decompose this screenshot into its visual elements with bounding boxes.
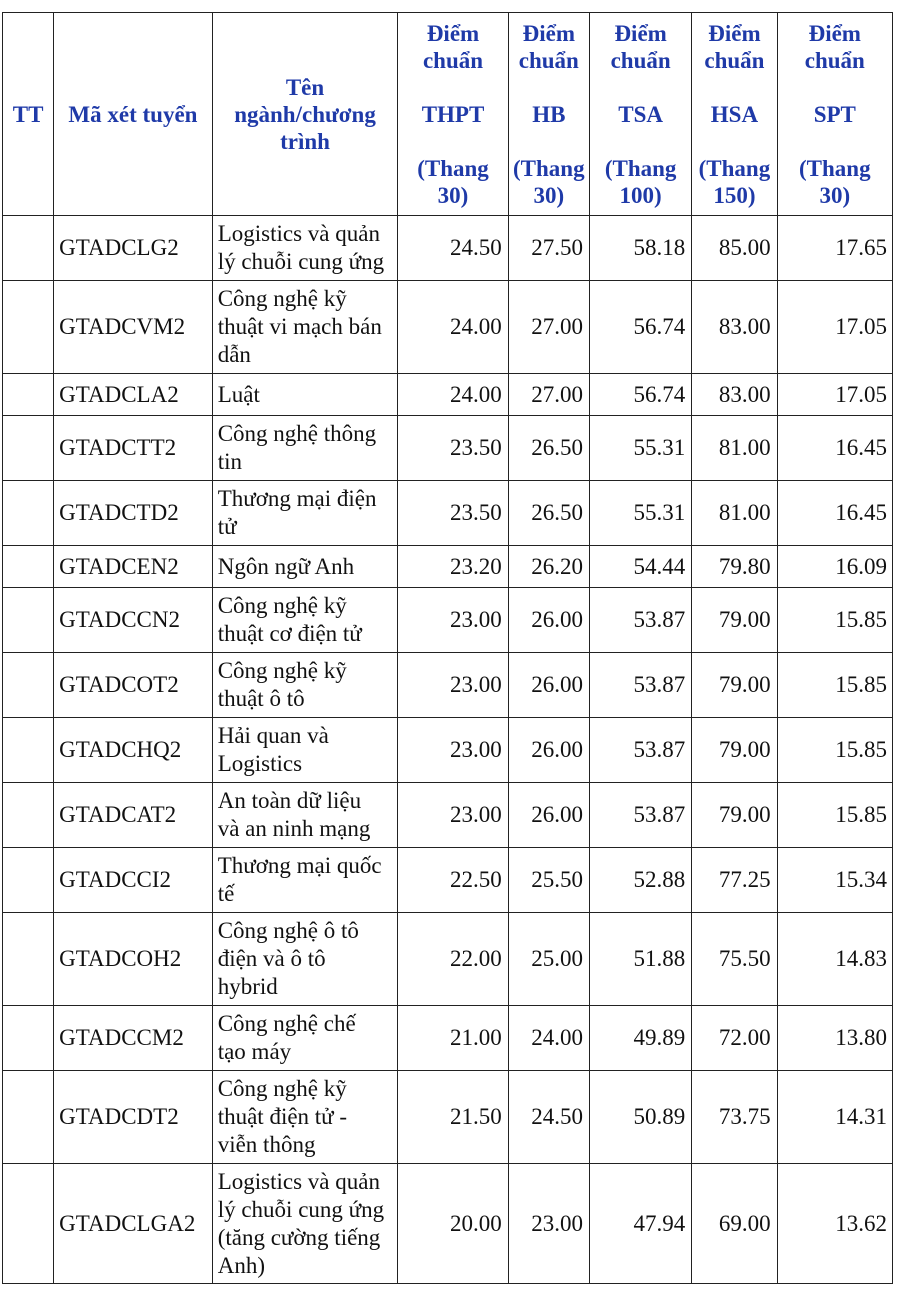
cell-score-hb: 24.50 <box>508 1071 589 1164</box>
cell-code: GTADCEN2 <box>54 546 213 588</box>
program-name-line: Thương mại điện <box>217 486 377 511</box>
program-name-line: thuật ô tô <box>217 686 305 711</box>
header-score-1 <box>508 13 589 216</box>
cell-score-hsa: 79.80 <box>692 546 777 588</box>
header-score-label: chuẩn <box>610 47 671 73</box>
cell-program-name <box>212 1071 398 1164</box>
table-row <box>3 281 893 374</box>
cell-score-tsa: 55.31 <box>589 481 691 546</box>
header-name <box>212 13 398 216</box>
table-row <box>3 546 893 588</box>
cell-code: GTADCHQ2 <box>54 718 213 783</box>
cell-program-name <box>212 1006 398 1071</box>
header-score-label: Điểm <box>522 20 575 46</box>
cell-score-spt: 14.83 <box>777 913 892 1006</box>
program-name-line: Công nghệ kỹ <box>217 286 347 311</box>
program-name-line: lý chuỗi cung ứng <box>217 1196 385 1222</box>
header-score-scale: 100) <box>619 182 662 208</box>
cell-score-hb: 25.00 <box>508 913 589 1006</box>
cell-score-tsa: 54.44 <box>589 546 691 588</box>
cell-score-hsa: 72.00 <box>692 1006 777 1071</box>
header-score-scale: (Thang <box>798 155 871 181</box>
program-name-line: Anh) <box>217 1252 265 1278</box>
program-name-line: Công nghệ chế <box>217 1011 356 1036</box>
header-score-scale: 30) <box>819 182 851 208</box>
program-name-line: thuật cơ điện tử <box>217 621 362 646</box>
cell-program-name <box>212 718 398 783</box>
header-score-2 <box>589 13 691 216</box>
program-name-line: thuật vi mạch bán <box>217 314 382 339</box>
program-name-line: lý chuỗi cung ứng <box>217 249 385 274</box>
header-score-label: Điểm <box>614 20 667 46</box>
header-score-label: Điểm <box>426 20 480 46</box>
cell-score-spt: 16.09 <box>777 546 892 588</box>
program-name-line: tế <box>217 881 235 906</box>
header-score-scale: 150) <box>713 182 756 208</box>
cell-score-spt: 15.85 <box>777 718 892 783</box>
cell-score-thpt: 23.00 <box>398 653 508 718</box>
cell-score-hb: 26.50 <box>508 416 589 481</box>
cell-code: GTADCCN2 <box>54 588 213 653</box>
cell-score-spt: 15.85 <box>777 588 892 653</box>
cell-score-hb: 26.20 <box>508 546 589 588</box>
cell-score-hb: 26.00 <box>508 718 589 783</box>
cell-program-name <box>212 546 398 588</box>
cell-tt <box>3 913 54 1006</box>
table-row <box>3 374 893 416</box>
program-name-line: Công nghệ kỹ <box>217 593 347 618</box>
cell-code: GTADCDT2 <box>54 1071 213 1164</box>
header-score-scale: (Thang <box>513 155 585 181</box>
cell-score-thpt: 24.00 <box>398 374 508 416</box>
program-name-line: Công nghệ thông <box>217 421 377 446</box>
cell-code: GTADCAT2 <box>54 783 213 848</box>
cell-score-hb: 26.00 <box>508 653 589 718</box>
admission-scores-table <box>2 12 893 1284</box>
header-score-method: HSA <box>710 101 759 127</box>
table-row <box>3 416 893 481</box>
cell-code: GTADCOH2 <box>54 913 213 1006</box>
header-code: Mã xét tuyển <box>54 13 213 216</box>
cell-code: GTADCOT2 <box>54 653 213 718</box>
cell-code: GTADCVM2 <box>54 281 213 374</box>
table-body <box>3 216 893 1284</box>
cell-score-tsa: 50.89 <box>589 1071 691 1164</box>
cell-tt <box>3 783 54 848</box>
cell-score-tsa: 53.87 <box>589 653 691 718</box>
header-name-line: trình <box>280 128 330 154</box>
program-name-line: Hải quan và <box>217 723 329 748</box>
cell-score-thpt: 24.50 <box>398 216 508 281</box>
program-name-line: Logistics và quản <box>217 1168 380 1194</box>
cell-code: GTADCLA2 <box>54 374 213 416</box>
cell-program-name <box>212 913 398 1006</box>
program-name-line: tạo máy <box>217 1039 292 1064</box>
table-row <box>3 216 893 281</box>
header-score-scale: (Thang <box>698 155 771 181</box>
cell-program-name <box>212 481 398 546</box>
cell-program-name <box>212 848 398 913</box>
cell-score-spt: 15.85 <box>777 783 892 848</box>
cell-score-hsa: 79.00 <box>692 718 777 783</box>
header-score-method: TSA <box>618 101 663 127</box>
table-row <box>3 588 893 653</box>
table-row <box>3 848 893 913</box>
cell-tt <box>3 281 54 374</box>
cell-score-hb: 25.50 <box>508 848 589 913</box>
cell-score-spt: 16.45 <box>777 481 892 546</box>
program-name-line: Logistics và quản <box>217 221 380 246</box>
cell-tt <box>3 1164 54 1284</box>
cell-tt <box>3 216 54 281</box>
cell-score-thpt: 23.00 <box>398 588 508 653</box>
cell-score-thpt: 23.00 <box>398 718 508 783</box>
header-score-label: chuẩn <box>422 47 484 73</box>
cell-score-tsa: 56.74 <box>589 281 691 374</box>
cell-score-thpt: 23.00 <box>398 783 508 848</box>
program-name-line: Công nghệ kỹ <box>217 658 347 683</box>
cell-score-hsa: 79.00 <box>692 653 777 718</box>
cell-score-hsa: 69.00 <box>692 1164 777 1284</box>
table-row <box>3 783 893 848</box>
cell-code: GTADCLGA2 <box>54 1164 213 1284</box>
cell-score-hsa: 77.25 <box>692 848 777 913</box>
cell-score-thpt: 22.50 <box>398 848 508 913</box>
cell-score-spt: 14.31 <box>777 1071 892 1164</box>
cell-score-tsa: 49.89 <box>589 1006 691 1071</box>
cell-score-hsa: 81.00 <box>692 416 777 481</box>
cell-score-thpt: 21.00 <box>398 1006 508 1071</box>
header-score-method: THPT <box>421 101 485 127</box>
cell-tt <box>3 1071 54 1164</box>
cell-tt <box>3 416 54 481</box>
header-row <box>3 13 893 216</box>
program-name-line: Logistics <box>217 751 303 776</box>
header-score-scale: (Thang <box>417 155 489 181</box>
cell-score-hb: 27.50 <box>508 216 589 281</box>
cell-score-tsa: 52.88 <box>589 848 691 913</box>
cell-score-hsa: 73.75 <box>692 1071 777 1164</box>
cell-program-name <box>212 416 398 481</box>
cell-score-hb: 24.00 <box>508 1006 589 1071</box>
cell-score-tsa: 51.88 <box>589 913 691 1006</box>
header-score-label: chuẩn <box>518 47 579 73</box>
cell-score-hb: 27.00 <box>508 281 589 374</box>
header-score-scale: 30) <box>437 182 469 208</box>
cell-score-spt: 13.62 <box>777 1164 892 1284</box>
cell-score-hb: 27.00 <box>508 374 589 416</box>
cell-program-name <box>212 281 398 374</box>
header-score-label: Điểm <box>808 20 861 46</box>
cell-code: GTADCTD2 <box>54 481 213 546</box>
cell-score-tsa: 56.74 <box>589 374 691 416</box>
program-name-line: và an ninh mạng <box>217 816 371 841</box>
table-row <box>3 913 893 1006</box>
cell-tt <box>3 653 54 718</box>
cell-score-thpt: 20.00 <box>398 1164 508 1284</box>
cell-score-spt: 17.05 <box>777 281 892 374</box>
cell-code: GTADCTT2 <box>54 416 213 481</box>
cell-program-name <box>212 374 398 416</box>
cell-code: GTADCLG2 <box>54 216 213 281</box>
cell-program-name <box>212 588 398 653</box>
program-name-line: Luật <box>217 381 260 407</box>
program-name-line: Công nghệ ô tô <box>217 918 359 943</box>
table-row <box>3 1006 893 1071</box>
cell-code: GTADCCM2 <box>54 1006 213 1071</box>
header-score-label: chuẩn <box>704 47 765 73</box>
cell-score-hb: 26.00 <box>508 588 589 653</box>
table-row <box>3 1164 893 1284</box>
cell-score-tsa: 55.31 <box>589 416 691 481</box>
cell-score-hsa: 83.00 <box>692 281 777 374</box>
cell-score-spt: 15.85 <box>777 653 892 718</box>
cell-score-thpt: 24.00 <box>398 281 508 374</box>
table-row <box>3 481 893 546</box>
header-score-0 <box>398 13 508 216</box>
cell-score-thpt: 23.50 <box>398 416 508 481</box>
table-row <box>3 718 893 783</box>
cell-program-name <box>212 1164 398 1284</box>
header-score-scale: (Thang <box>604 155 677 181</box>
cell-score-spt: 16.45 <box>777 416 892 481</box>
header-score-scale: 30) <box>533 182 565 208</box>
cell-score-hsa: 83.00 <box>692 374 777 416</box>
cell-score-spt: 13.80 <box>777 1006 892 1071</box>
program-name-line: thuật điện tử - <box>217 1104 348 1129</box>
cell-score-hb: 23.00 <box>508 1164 589 1284</box>
program-name-line: viễn thông <box>217 1132 316 1157</box>
header-name-line: Tên <box>285 74 325 100</box>
cell-score-hsa: 75.50 <box>692 913 777 1006</box>
program-name-line: Thương mại quốc <box>217 853 382 878</box>
cell-score-hsa: 79.00 <box>692 783 777 848</box>
table-row <box>3 653 893 718</box>
cell-tt <box>3 546 54 588</box>
cell-score-thpt: 21.50 <box>398 1071 508 1164</box>
cell-score-tsa: 47.94 <box>589 1164 691 1284</box>
program-name-line: Ngôn ngữ Anh <box>217 553 355 579</box>
cell-score-spt: 17.65 <box>777 216 892 281</box>
cell-score-spt: 17.05 <box>777 374 892 416</box>
cell-score-hb: 26.00 <box>508 783 589 848</box>
cell-score-hb: 26.50 <box>508 481 589 546</box>
cell-tt <box>3 1006 54 1071</box>
header-score-method: HB <box>532 101 566 127</box>
program-name-line: hybrid <box>217 974 278 999</box>
cell-score-tsa: 53.87 <box>589 783 691 848</box>
cell-tt <box>3 848 54 913</box>
cell-program-name <box>212 783 398 848</box>
cell-program-name <box>212 653 398 718</box>
cell-score-hsa: 79.00 <box>692 588 777 653</box>
program-name-line: dẫn <box>217 342 251 367</box>
cell-score-hsa: 85.00 <box>692 216 777 281</box>
table-row <box>3 1071 893 1164</box>
cell-tt <box>3 481 54 546</box>
program-name-line: điện và ô tô <box>217 946 326 971</box>
header-tt: TT <box>3 13 54 216</box>
header-score-3 <box>692 13 777 216</box>
cell-tt <box>3 588 54 653</box>
cell-score-tsa: 58.18 <box>589 216 691 281</box>
cell-score-thpt: 22.00 <box>398 913 508 1006</box>
cell-score-spt: 15.34 <box>777 848 892 913</box>
cell-score-thpt: 23.50 <box>398 481 508 546</box>
cell-tt <box>3 374 54 416</box>
header-score-method: SPT <box>813 101 856 127</box>
program-name-line: tử <box>217 514 237 539</box>
cell-tt <box>3 718 54 783</box>
header-name-line: ngành/chương <box>234 101 376 127</box>
cell-score-tsa: 53.87 <box>589 718 691 783</box>
header-score-4 <box>777 13 892 216</box>
cell-score-tsa: 53.87 <box>589 588 691 653</box>
program-name-line: (tăng cường tiếng <box>217 1224 381 1250</box>
program-name-line: Công nghệ kỹ <box>217 1076 347 1101</box>
program-name-line: tin <box>217 449 242 474</box>
cell-program-name <box>212 216 398 281</box>
cell-score-hsa: 81.00 <box>692 481 777 546</box>
header-score-label: Điểm <box>708 20 761 46</box>
header-score-label: chuẩn <box>804 47 865 73</box>
cell-score-thpt: 23.20 <box>398 546 508 588</box>
program-name-line: An toàn dữ liệu <box>217 788 362 813</box>
cell-code: GTADCCI2 <box>54 848 213 913</box>
